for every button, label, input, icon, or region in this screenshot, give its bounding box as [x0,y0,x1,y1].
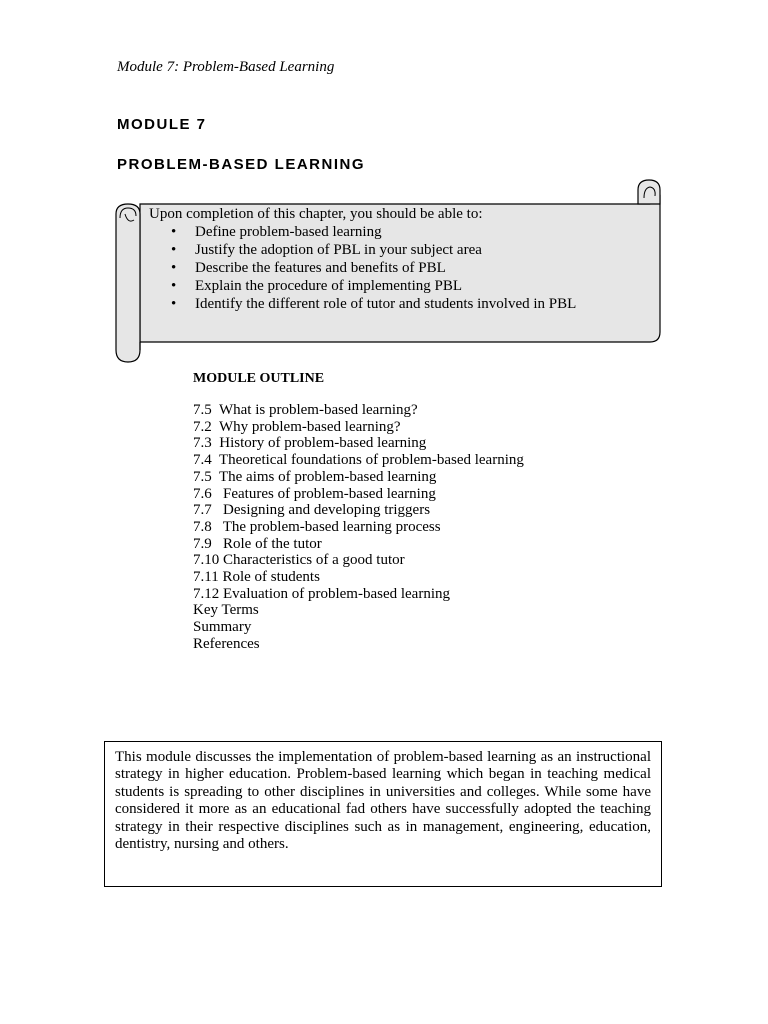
module-outline [193,370,524,653]
scroll-roll-left [116,204,140,362]
abstract-text: This module discusses the implementation of problem-based learning as an instructional strategy in higher education. Problem-based learning which began in teaching medical students is spreading to other disciplines in universities and colleges. While some have considered it more as an educational fad others have successfully adopted the teaching strategy in their respective disciplines such as in management, engineering, education, dentistry, nursing and others. [115,749,651,853]
outline-title: MODULE OUTLINE [193,371,325,386]
objective-item: • Describe the features and benefits of PBL [149,259,649,277]
objectives-list [149,223,649,313]
outline-item: References [193,635,260,652]
outline-item: 7.4 Theoretical foundations of problem-based learning [193,452,524,469]
outline-item: 7.3 History of problem-based learning [193,435,427,452]
module-title: PROBLEM-BASED LEARNING [117,156,366,173]
outline-item: 7.2 Why problem-based learning? [193,418,401,435]
outline-item: 7.6 Features of problem-based learning [193,485,436,502]
outline-item: 7.9 Role of the tutor [193,535,322,552]
outline-item: 7.8 The problem-based learning process [193,518,441,535]
outline-item: 7.5 The aims of problem-based learning [193,468,437,485]
outline-item: 7.10 Characteristics of a good tutor [193,552,405,569]
running-header: Module 7: Problem-Based Learning [117,59,335,75]
outline-list [193,402,524,653]
module-heading: MODULE 7 [117,116,207,133]
outline-item: 7.7 Designing and developing triggers [193,502,431,519]
outline-item: 7.5 What is problem-based learning? [193,402,418,418]
objectives-intro: Upon completion of this chapter, you should be able to: [149,206,483,222]
scroll-banner [0,0,768,380]
learning-objectives [149,205,649,313]
outline-item: Key Terms [193,602,259,619]
outline-item: 7.12 Evaluation of problem-based learning [193,585,451,602]
objective-item: • Justify the adoption of PBL in your subject area [149,241,649,259]
objective-item: • Explain the procedure of implementing PBL [149,277,649,295]
objective-item: • Identify the different role of tutor and students involved in PBL [149,295,649,313]
outline-item: 7.11 Role of students [193,569,320,586]
objective-item: • Define problem-based learning [149,223,649,241]
outline-item: Summary [193,619,252,636]
scroll-curl-top-right [638,180,660,204]
abstract-box [104,741,662,887]
